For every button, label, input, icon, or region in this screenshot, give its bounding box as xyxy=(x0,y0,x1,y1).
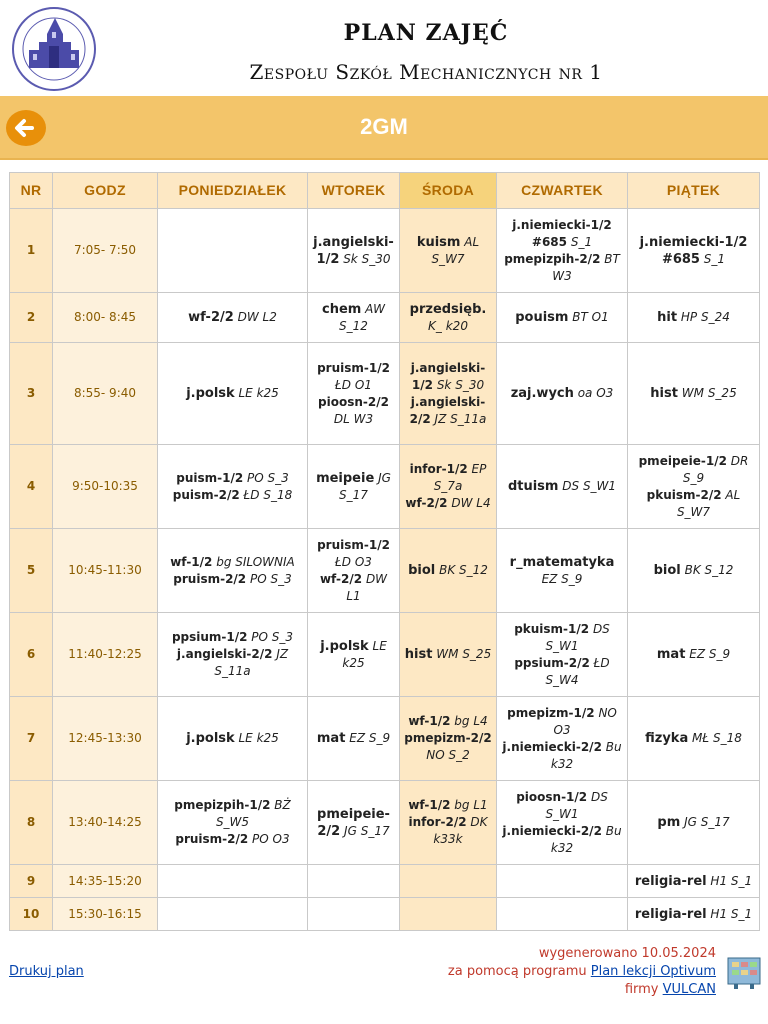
lesson-entry[interactable] xyxy=(161,309,304,326)
teacher-room: JG S_17 xyxy=(680,815,730,829)
subject-name: pruism-2/2 xyxy=(175,832,249,846)
lesson-time: 10:45-11:30 xyxy=(53,529,158,613)
lesson-time: 12:45-13:30 xyxy=(53,697,158,781)
company-link[interactable]: VULCAN xyxy=(662,982,716,997)
lesson-cell xyxy=(497,293,628,343)
subject-name: religia-rel xyxy=(634,906,707,922)
generated-date: wygenerowano 10.05.2024 xyxy=(538,946,716,961)
lesson-cell xyxy=(400,293,497,343)
page-header xyxy=(0,0,768,96)
subject-name: j.niemiecki-2/2 xyxy=(502,823,602,838)
lesson-time: 13:40-14:25 xyxy=(53,781,158,865)
teacher-room: EP S_7a xyxy=(433,462,487,493)
subject-name: kuism xyxy=(416,234,461,250)
lesson-cell xyxy=(158,293,308,343)
teacher-room: S_1 xyxy=(699,251,726,266)
subject-name: pouism xyxy=(515,310,569,325)
subject-name: wf-1/2 xyxy=(408,798,451,812)
subject-name: pmepizpih-2/2 xyxy=(504,251,601,266)
lesson-cell xyxy=(158,865,308,898)
teacher-room: JG S_17 xyxy=(339,470,391,502)
subject-name: r_matematyka xyxy=(509,554,615,570)
subject-name: j.angielski-1/2 xyxy=(410,360,486,392)
subject-name: fizyka xyxy=(645,731,689,746)
lesson-cell xyxy=(400,697,497,781)
subject-name: hist xyxy=(404,647,433,662)
subject-name: j.polsk xyxy=(186,731,235,746)
teacher-room: DW L4 xyxy=(447,496,491,510)
teacher-room: bg L4 xyxy=(450,714,488,728)
subject-name: mat xyxy=(656,647,686,662)
lesson-cell xyxy=(308,781,400,865)
lesson-entry[interactable] xyxy=(403,797,493,814)
lesson-cell xyxy=(400,529,497,613)
lesson-entry[interactable] xyxy=(403,646,493,663)
teacher-room: DL W3 xyxy=(333,411,374,426)
lesson-entry[interactable] xyxy=(500,789,624,823)
table-row xyxy=(10,613,760,697)
lesson-time: 9:50-10:35 xyxy=(53,445,158,529)
subject-name: religia-rel xyxy=(634,873,707,889)
lesson-entry[interactable] xyxy=(500,385,624,402)
lesson-entry[interactable] xyxy=(311,638,396,672)
lesson-cell xyxy=(308,613,400,697)
header-godz: GODZ xyxy=(53,173,158,209)
teacher-room: PO S_3 xyxy=(247,630,294,644)
company-line xyxy=(448,981,716,999)
subject-name: biol xyxy=(408,563,436,578)
subject-name: wf-2/2 xyxy=(405,496,448,510)
lesson-cell xyxy=(628,898,760,931)
teacher-room: LE k25 xyxy=(234,386,279,400)
header-czwartek: CZWARTEK xyxy=(497,173,628,209)
teacher-room: DS S_W1 xyxy=(545,621,610,653)
lesson-entry[interactable] xyxy=(631,814,756,831)
by-program-text: za pomocą programu xyxy=(447,964,587,979)
lesson-cell xyxy=(308,529,400,613)
subject-name: hit xyxy=(657,310,678,325)
lesson-time: 8:00- 8:45 xyxy=(53,293,158,343)
subject-name: pmepizpih-1/2 xyxy=(174,798,271,812)
teacher-room: Sk S_30 xyxy=(339,251,391,266)
subject-name: chem xyxy=(321,301,362,317)
lesson-cell xyxy=(497,343,628,445)
subject-name: pmeipeie-2/2 xyxy=(317,806,390,839)
lesson-cell xyxy=(308,343,400,445)
lesson-entry[interactable] xyxy=(500,217,624,251)
class-bar xyxy=(0,96,768,160)
table-row xyxy=(10,697,760,781)
lesson-entry[interactable] xyxy=(403,730,493,764)
teacher-room: H1 S_1 xyxy=(706,873,753,888)
subject-name: j.angielski-2/2 xyxy=(409,394,486,426)
lesson-number: 4 xyxy=(10,445,53,529)
teacher-room: AL S_W7 xyxy=(431,234,480,266)
table-row xyxy=(10,865,760,898)
lesson-entry[interactable] xyxy=(161,571,304,588)
subject-name: j.angielski-2/2 xyxy=(176,647,273,661)
lesson-cell xyxy=(497,209,628,293)
subject-name: j.polsk xyxy=(186,386,235,401)
lesson-cell xyxy=(628,293,760,343)
teacher-room: K_ k20 xyxy=(428,318,468,333)
teacher-room: ŁD S_W4 xyxy=(545,655,610,687)
lesson-entry[interactable] xyxy=(500,823,624,857)
lesson-entry[interactable] xyxy=(403,495,493,512)
teacher-room: BK S_12 xyxy=(435,563,488,577)
lesson-entry[interactable] xyxy=(403,461,493,495)
subject-name: pmepizm-2/2 xyxy=(404,731,492,745)
table-row xyxy=(10,445,760,529)
lesson-cell xyxy=(497,613,628,697)
subject-name: pruism-1/2 xyxy=(317,537,390,552)
lesson-entry[interactable] xyxy=(403,814,493,848)
lesson-entry[interactable] xyxy=(161,831,304,848)
lesson-cell xyxy=(628,781,760,865)
lesson-number: 6 xyxy=(10,613,53,697)
subject-name: pioosn-2/2 xyxy=(318,394,389,409)
table-row xyxy=(10,781,760,865)
lesson-entry[interactable] xyxy=(500,739,624,773)
lesson-cell xyxy=(158,445,308,529)
lesson-entry[interactable] xyxy=(500,478,624,495)
subject-name: pioosn-1/2 xyxy=(516,789,588,804)
lesson-cell xyxy=(497,898,628,931)
subject-name: zaj.wych xyxy=(510,386,574,401)
subject-name: ppsium-2/2 xyxy=(514,655,590,670)
lesson-cell xyxy=(628,697,760,781)
lesson-entry[interactable] xyxy=(311,234,396,268)
header-poniedzialek: PONIEDZIAŁEK xyxy=(158,173,308,209)
teacher-room: DK k33k xyxy=(433,815,488,846)
teacher-room: JZ S_11a xyxy=(214,647,289,678)
subject-name: j.angielski-1/2 xyxy=(313,234,394,267)
subject-name: j.niemiecki-2/2 xyxy=(502,739,602,754)
lesson-number: 1 xyxy=(10,209,53,293)
teacher-room: Bu k32 xyxy=(550,739,622,771)
header-piatek: PIĄTEK xyxy=(628,173,760,209)
teacher-room: MŁ S_18 xyxy=(688,731,742,745)
table-header-row xyxy=(10,173,760,209)
teacher-room: NO O3 xyxy=(553,705,617,737)
table-row xyxy=(10,898,760,931)
teacher-room: HP S_24 xyxy=(677,310,730,324)
lesson-entry[interactable] xyxy=(500,554,624,588)
lesson-cell xyxy=(308,898,400,931)
teacher-room: ŁD O3 xyxy=(335,554,372,569)
teacher-room: JG S_17 xyxy=(340,823,390,838)
lesson-time: 7:05- 7:50 xyxy=(53,209,158,293)
teacher-room: BT O1 xyxy=(568,310,609,324)
subject-name: pmepizm-1/2 xyxy=(507,705,595,720)
teacher-room: PO S_3 xyxy=(246,571,292,586)
lesson-cell xyxy=(400,343,497,445)
lesson-cell xyxy=(308,865,400,898)
subject-name: j.niemiecki-1/2 #685 xyxy=(512,217,612,249)
lesson-entry[interactable] xyxy=(161,629,304,646)
lesson-entry[interactable] xyxy=(161,797,304,831)
lesson-entry[interactable] xyxy=(631,873,756,890)
subject-name: przedsięb. xyxy=(409,301,487,317)
subject-name: wf-1/2 xyxy=(170,554,213,569)
teacher-room: Bu k32 xyxy=(550,823,622,855)
program-link[interactable]: Plan lekcji Optivum xyxy=(590,964,716,979)
lesson-number: 3 xyxy=(10,343,53,445)
lesson-entry[interactable] xyxy=(631,487,756,521)
subject-name: hist xyxy=(650,386,678,401)
lesson-entry[interactable] xyxy=(631,906,756,923)
lesson-entry[interactable] xyxy=(500,309,624,326)
page-title: PLAN ZAJĘĆ xyxy=(343,20,509,46)
generated-by-line xyxy=(448,963,716,981)
lesson-time: 14:35-15:20 xyxy=(53,865,158,898)
table-row xyxy=(10,529,760,613)
subject-name: pruism-2/2 xyxy=(173,571,247,586)
teacher-room: DR S_9 xyxy=(682,453,749,485)
teacher-room: ŁD S_18 xyxy=(239,487,293,502)
print-plan-link[interactable]: Drukuj plan xyxy=(9,964,84,979)
teacher-room: BT W3 xyxy=(552,251,620,283)
lesson-time: 11:40-12:25 xyxy=(53,613,158,697)
subject-name: pmeipeie-1/2 xyxy=(638,453,727,468)
lesson-number: 5 xyxy=(10,529,53,613)
teacher-room: PO S_3 xyxy=(243,470,289,485)
lesson-cell xyxy=(158,898,308,931)
lesson-number: 10 xyxy=(10,898,53,931)
class-name: 2GM xyxy=(360,114,408,139)
teacher-room: H1 S_1 xyxy=(706,906,753,921)
lesson-cell xyxy=(308,445,400,529)
teacher-room: DW L2 xyxy=(233,310,277,324)
teacher-room: WM S_25 xyxy=(677,386,737,400)
lesson-entry[interactable] xyxy=(161,554,304,571)
vulcan-logo-icon[interactable] xyxy=(726,952,762,990)
lesson-cell xyxy=(158,529,308,613)
subject-name: j.niemiecki-1/2 #685 xyxy=(639,234,748,267)
lesson-entry[interactable] xyxy=(311,571,396,605)
lesson-cell xyxy=(308,293,400,343)
lesson-entry[interactable] xyxy=(631,646,756,663)
lesson-cell xyxy=(497,865,628,898)
teacher-room: WM S_25 xyxy=(432,647,492,661)
lesson-entry[interactable] xyxy=(311,301,396,335)
teacher-room: LE k25 xyxy=(342,638,387,670)
subject-name: puism-1/2 xyxy=(176,470,244,485)
lesson-entry[interactable] xyxy=(631,234,756,268)
lesson-entry[interactable] xyxy=(500,251,624,285)
lesson-cell xyxy=(497,697,628,781)
teacher-room: NO S_2 xyxy=(426,748,470,762)
lesson-entry[interactable] xyxy=(311,360,396,394)
teacher-room: oa O3 xyxy=(573,386,614,400)
lesson-number: 8 xyxy=(10,781,53,865)
subject-name: ppsium-1/2 xyxy=(171,630,248,644)
teacher-room: EZ S_9 xyxy=(685,647,731,661)
subject-name: pkuism-1/2 xyxy=(514,621,590,636)
lesson-cell xyxy=(497,445,628,529)
lesson-entry[interactable] xyxy=(631,453,756,487)
lesson-entry[interactable] xyxy=(311,470,396,504)
lesson-entry[interactable] xyxy=(311,806,396,840)
page-subtitle: Zespołu Szkół Mechanicznych nr 1 xyxy=(249,60,603,84)
teacher-room: EZ S_9 xyxy=(541,571,583,586)
teacher-room: DS S_W1 xyxy=(558,479,617,493)
lesson-cell xyxy=(158,613,308,697)
lesson-entry[interactable] xyxy=(403,713,493,730)
lesson-cell xyxy=(628,613,760,697)
lesson-entry[interactable] xyxy=(403,360,493,394)
lesson-cell xyxy=(400,898,497,931)
teacher-room: DW L1 xyxy=(346,571,388,603)
lesson-cell xyxy=(497,781,628,865)
lesson-cell xyxy=(628,343,760,445)
teacher-room: bg SILOWNIA xyxy=(212,554,295,569)
lesson-cell xyxy=(308,697,400,781)
subject-name: pkuism-2/2 xyxy=(646,487,722,502)
lesson-number: 9 xyxy=(10,865,53,898)
teacher-room: DS S_W1 xyxy=(545,789,608,821)
lesson-entry[interactable] xyxy=(631,385,756,402)
lesson-number: 7 xyxy=(10,697,53,781)
lesson-cell xyxy=(400,781,497,865)
company-prefix: firmy xyxy=(624,982,659,997)
lesson-cell xyxy=(497,529,628,613)
generated-info xyxy=(448,945,716,999)
table-row xyxy=(10,209,760,293)
lesson-entry[interactable] xyxy=(631,730,756,747)
lesson-cell xyxy=(158,209,308,293)
teacher-room: AW S_12 xyxy=(339,301,385,333)
subject-name: biol xyxy=(653,563,681,578)
header-wtorek: WTOREK xyxy=(308,173,400,209)
lesson-time: 8:55- 9:40 xyxy=(53,343,158,445)
lesson-cell xyxy=(158,781,308,865)
subject-name: wf-2/2 xyxy=(319,571,363,586)
lesson-entry[interactable] xyxy=(403,234,493,268)
lesson-entry[interactable] xyxy=(403,394,493,428)
lesson-entry[interactable] xyxy=(500,655,624,689)
subject-name: wf-2/2 xyxy=(188,310,234,325)
teacher-room: AL S_W7 xyxy=(676,487,741,519)
teacher-room: ŁD O1 xyxy=(335,377,372,392)
header-sroda: ŚRODA xyxy=(400,173,497,209)
subject-name: pm xyxy=(657,815,681,830)
teacher-room: PO O3 xyxy=(248,832,290,846)
subject-name: meipeie xyxy=(316,470,375,486)
teacher-room: JZ S_11a xyxy=(430,411,487,426)
lesson-cell xyxy=(400,209,497,293)
subject-name: puism-2/2 xyxy=(172,487,240,502)
lesson-cell xyxy=(400,613,497,697)
lesson-time: 15:30-16:15 xyxy=(53,898,158,931)
lesson-entry[interactable] xyxy=(311,394,396,428)
teacher-room: bg L1 xyxy=(450,798,488,812)
subject-name: dtuism xyxy=(507,479,559,494)
subject-name: pruism-1/2 xyxy=(317,360,390,375)
lesson-entry[interactable] xyxy=(311,730,396,747)
lesson-entry[interactable] xyxy=(403,301,493,335)
teacher-room: BK S_12 xyxy=(680,563,734,577)
teacher-room: EZ S_9 xyxy=(345,731,391,745)
lesson-cell xyxy=(400,445,497,529)
lesson-entry[interactable] xyxy=(311,537,396,571)
lesson-cell xyxy=(628,445,760,529)
teacher-room: S_1 xyxy=(567,234,593,249)
table-row xyxy=(10,343,760,445)
lesson-cell xyxy=(158,343,308,445)
lesson-cell xyxy=(628,529,760,613)
lesson-entry[interactable] xyxy=(161,730,304,747)
table-row xyxy=(10,293,760,343)
lesson-entry[interactable] xyxy=(161,487,304,504)
lesson-cell xyxy=(308,209,400,293)
header-nr: NR xyxy=(10,173,53,209)
lesson-entry[interactable] xyxy=(500,621,624,655)
subject-name: mat xyxy=(316,731,346,746)
lesson-entry[interactable] xyxy=(161,646,304,680)
lesson-cell xyxy=(158,697,308,781)
lesson-entry[interactable] xyxy=(631,309,756,326)
lesson-number: 2 xyxy=(10,293,53,343)
lesson-cell xyxy=(400,865,497,898)
teacher-room: LE k25 xyxy=(234,731,279,745)
subject-name: j.polsk xyxy=(320,638,369,654)
lesson-entry[interactable] xyxy=(500,705,624,739)
lesson-cell xyxy=(628,209,760,293)
lesson-entry[interactable] xyxy=(403,562,493,579)
subject-name: infor-1/2 xyxy=(409,462,468,476)
lesson-cell xyxy=(628,865,760,898)
timetable xyxy=(9,172,760,931)
teacher-room: BŻ S_W5 xyxy=(215,798,291,829)
subject-name: wf-1/2 xyxy=(408,714,451,728)
lesson-entry[interactable] xyxy=(631,562,756,579)
lesson-entry[interactable] xyxy=(161,470,304,487)
subject-name: infor-2/2 xyxy=(408,815,467,829)
lesson-entry[interactable] xyxy=(161,385,304,402)
teacher-room: Sk S_30 xyxy=(433,377,485,392)
